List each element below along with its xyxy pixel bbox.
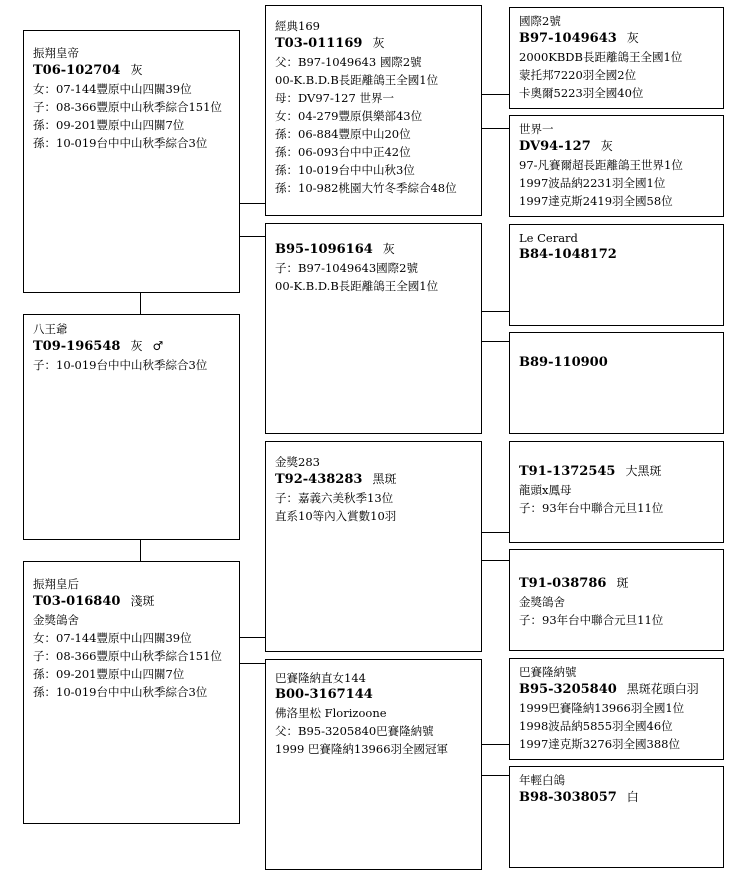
pigeon-name: 經典169: [275, 19, 320, 33]
color-text: 淺斑: [130, 594, 155, 608]
record-line: 子：嘉義六美秋季13位: [275, 491, 394, 505]
connector-dam-dd: [239, 663, 265, 664]
pigeon-name: 振翔皇帝: [33, 46, 79, 60]
record-line: 1999巴賽隆納13966羽全國1位: [519, 701, 685, 715]
record-line: 子：08-366豐原中山秋季綜合151位: [33, 100, 222, 114]
record-line: 父：B95-3205840巴賽隆納號: [275, 724, 434, 738]
record-line: 子：10-019台中中山秋季綜合3位: [33, 358, 208, 372]
connector-sire-sd: [239, 236, 265, 237]
ring-text: B89-110900: [519, 355, 608, 370]
ring-number: [33, 61, 239, 80]
record-line: 卡奧爾5223羽全國40位: [519, 86, 644, 100]
pedigree-card-subject: [23, 314, 240, 540]
pedigree-card-gen3-2: [509, 115, 724, 217]
record-line: 孫：06-884豐原中山20位: [275, 127, 411, 141]
pedigree-card-dam-sire: [265, 441, 482, 652]
pedigree-card-sire: [23, 30, 240, 293]
connector-dd-g3g: [481, 744, 509, 745]
male-sex-icon: ♂: [152, 339, 164, 353]
record-line: 女：07-144豐原中山四關39位: [33, 631, 192, 645]
ring-number: [519, 354, 723, 372]
ring-text: B95-1096164: [275, 242, 373, 257]
ring-number: [519, 137, 723, 156]
color-text: 黑斑花頭白羽: [626, 682, 699, 696]
record-line: 子：B97-1049643國際2號: [275, 261, 419, 275]
ring-number: [275, 470, 481, 489]
ring-number: [275, 240, 481, 259]
record-line: 直系10等內入賞數10羽: [275, 509, 397, 523]
ring-text: T06-102704: [33, 63, 121, 78]
pedigree-card-sire-dam: [265, 223, 482, 434]
ring-text: T09-196548: [33, 339, 121, 354]
record-line: 子：08-366豐原中山秋季綜合151位: [33, 649, 222, 663]
ring-number: [275, 686, 481, 704]
connector-ds-g3f: [481, 560, 509, 561]
record-line: 金獎鴿舍: [33, 613, 79, 627]
ring-text: B00-3167144: [275, 687, 373, 702]
ring-number: [519, 788, 723, 807]
record-line: 孫：10-019台中中山秋季綜合3位: [33, 136, 208, 150]
pigeon-name: 年輕白鴿: [519, 773, 565, 787]
connector-dam-ds: [239, 637, 265, 638]
record-line: 1997達克斯3276羽全國388位: [519, 737, 680, 751]
ring-number: [33, 592, 239, 611]
ring-text: T91-038786: [519, 576, 607, 591]
pedigree-card-dam-dam: [265, 659, 482, 870]
connector-ss-g3b: [481, 128, 509, 129]
record-line: 孫：09-201豐原中山四關7位: [33, 667, 185, 681]
connector-dd-g3h: [481, 775, 509, 776]
color-text: 斑: [616, 576, 629, 590]
record-line: 97-凡賽爾超長距離鴿王世界1位: [519, 158, 683, 172]
color-text: 白: [626, 790, 639, 804]
ring-text: T03-016840: [33, 594, 121, 609]
record-line: 龍頭x鳳母: [519, 483, 572, 497]
ring-number: [519, 574, 723, 593]
record-line: 子：93年台中聯合元旦11位: [519, 613, 664, 627]
ring-text: B95-3205840: [519, 682, 617, 697]
ring-text: T03-011169: [275, 36, 363, 51]
record-line: 女：07-144豐原中山四關39位: [33, 82, 192, 96]
color-text: 灰: [130, 63, 143, 77]
ring-text: B98-3038057: [519, 790, 617, 805]
pigeon-name: 巴賽隆納號: [519, 665, 577, 679]
record-line: 1998波品納5855羽全國46位: [519, 719, 673, 733]
pedigree-card-gen3-6: [509, 549, 724, 651]
ring-number: [519, 462, 723, 481]
connector-sd-g3d: [481, 341, 509, 342]
record-line: 00-K.B.D.B長距離鴿王全國1位: [275, 279, 439, 293]
ring-number: [33, 337, 239, 356]
color-text: 灰: [626, 31, 639, 45]
pedigree-card-sire-sire: [265, 5, 482, 216]
record-line: 金獎鴿舍: [519, 595, 565, 609]
pedigree-card-gen3-5: [509, 441, 724, 543]
color-text: 灰: [372, 36, 385, 50]
record-line: 孫：10-019台中中山秋3位: [275, 163, 415, 177]
record-line: 1999 巴賽隆納13966羽全國冠軍: [275, 742, 449, 756]
record-line: 佛洛里松 Florizoone: [275, 706, 387, 720]
connector-subject-dam: [140, 539, 141, 562]
ring-text: B97-1049643: [519, 31, 617, 46]
pigeon-name: 世界一: [519, 122, 554, 136]
record-line: 蒙托邦7220羽全國2位: [519, 68, 637, 82]
pigeon-name: 振翔皇后: [33, 577, 79, 591]
pigeon-name: 國際2號: [519, 14, 561, 28]
record-line: 子：93年台中聯合元旦11位: [519, 501, 664, 515]
connector-sire-subject: [140, 292, 141, 315]
ring-text: DV94-127: [519, 139, 591, 154]
ring-number: [519, 29, 723, 48]
pedigree-card-gen3-1: [509, 7, 724, 109]
pedigree-card-gen3-3: [509, 224, 724, 326]
record-line: 1997達克斯2419羽全國58位: [519, 194, 673, 208]
pedigree-card-dam: [23, 561, 240, 824]
ring-text: B84-1048172: [519, 247, 617, 262]
pedigree-card-gen3-8: [509, 766, 724, 868]
record-line: 父：B97-1049643 國際2號: [275, 55, 422, 69]
color-text: 灰: [382, 242, 395, 256]
record-line: 孫：06-093台中中正42位: [275, 145, 411, 159]
record-line: 2000KBDB長距離鴿王全國1位: [519, 50, 683, 64]
connector-sire-ss: [239, 203, 265, 204]
ring-number: [519, 246, 723, 264]
pigeon-name: 八王爺: [33, 322, 68, 336]
color-text: 灰: [600, 139, 613, 153]
color-text: 灰: [130, 339, 143, 353]
pigeon-name: Le Cerard: [519, 231, 578, 245]
connector-sd-g3c: [481, 311, 509, 312]
record-line: 1997波品納2231羽全國1位: [519, 176, 666, 190]
record-line: 孫：10-982桃園大竹冬季綜合48位: [275, 181, 457, 195]
record-line: 母：DV97-127 世界一: [275, 91, 394, 105]
pigeon-name: 金獎283: [275, 455, 320, 469]
record-line: 孫：10-019台中中山秋季綜合3位: [33, 685, 208, 699]
color-text: 大黑斑: [625, 464, 662, 478]
ring-text: T92-438283: [275, 472, 363, 487]
ring-number: [519, 680, 723, 699]
connector-ds-g3e: [481, 532, 509, 533]
pedigree-card-gen3-7: [509, 658, 724, 760]
color-text: 黑斑: [372, 472, 397, 486]
ring-text: T91-1372545: [519, 464, 616, 479]
record-line: 00-K.B.D.B長距離鴿王全國1位: [275, 73, 439, 87]
pigeon-name: 巴賽隆納直女144: [275, 671, 366, 685]
record-line: 孫：09-201豐原中山四關7位: [33, 118, 185, 132]
connector-ss-g3a: [481, 94, 509, 95]
record-line: 女：04-279豐原俱樂部43位: [275, 109, 423, 123]
ring-number: [275, 34, 481, 53]
pedigree-card-gen3-4: [509, 332, 724, 434]
